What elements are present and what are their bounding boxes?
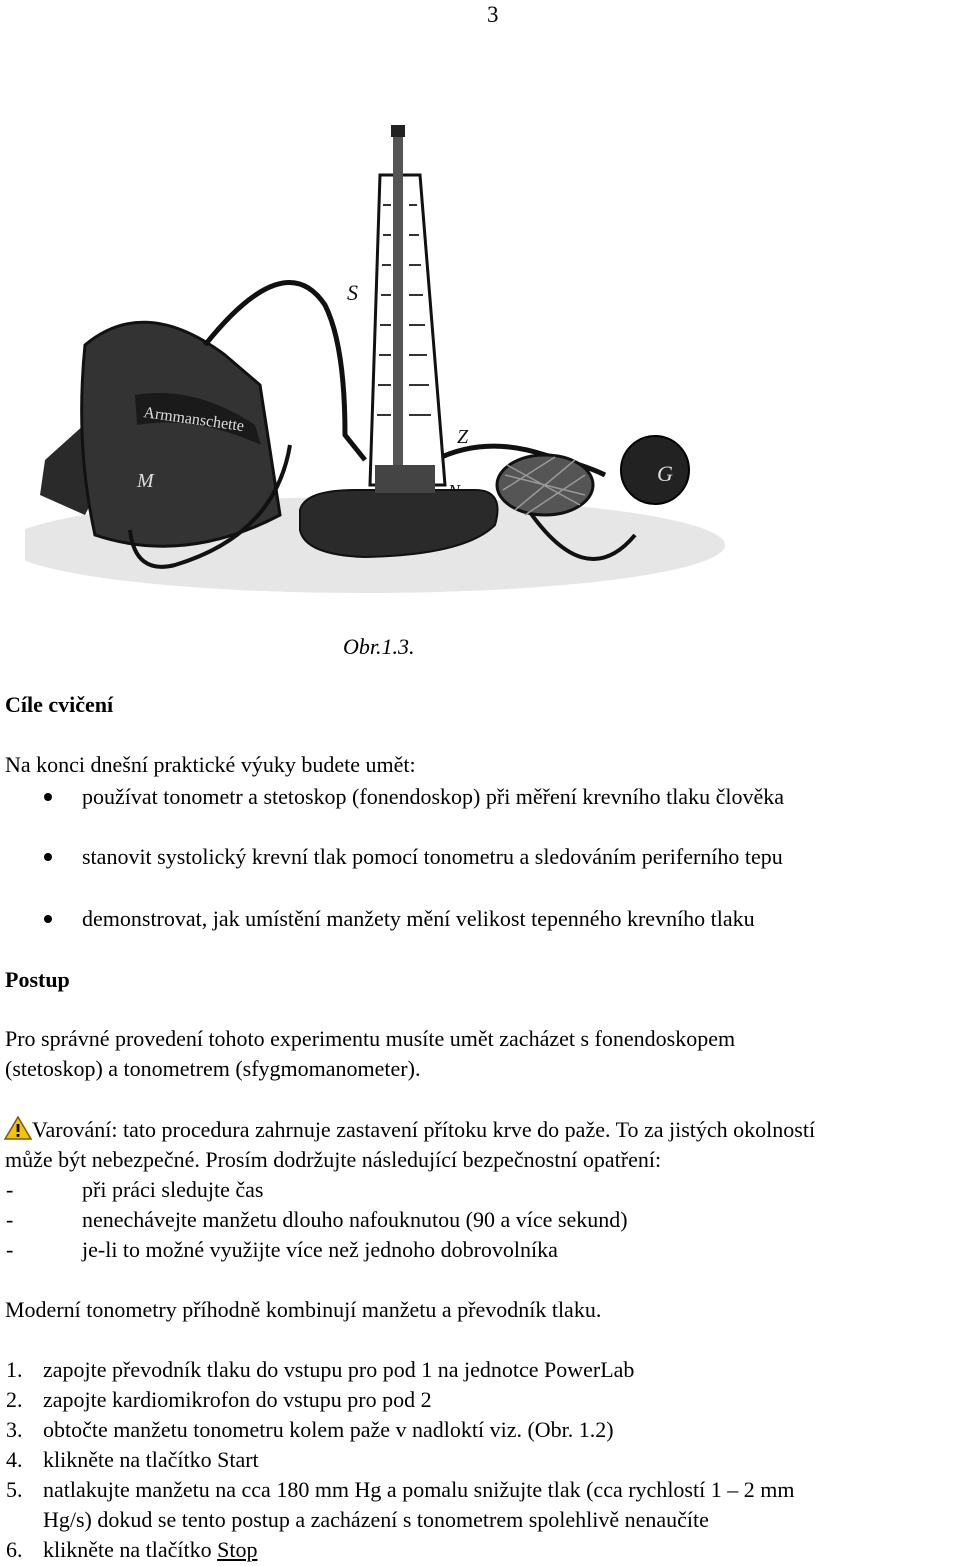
cuff-text: Armmanschette [142, 404, 246, 436]
goals-intro: Na konci dnešní praktické výuky budete umět: [5, 752, 416, 777]
list-item: používat tonometr a stetoskop (fonendoskop) při měření krevního tlaku člověka [82, 782, 784, 812]
label-g: G [657, 461, 673, 486]
stop-link[interactable]: Stop [217, 1537, 258, 1562]
sphygmomanometer-illustration [25, 125, 725, 595]
procedure-heading: Postup [5, 967, 70, 992]
figure-caption: Obr.1.3. [343, 634, 415, 659]
list-item: stanovit systolický krevní tlak pomocí tonometru a sledováním periferního tepu [82, 842, 783, 872]
warning-text-line2: může být nebezpečné. Prosím dodržujte následující bezpečnostní opatření: [5, 1147, 662, 1172]
mercury-tube [393, 130, 403, 490]
tube-cap [391, 125, 405, 137]
procedure-paragraph-line1: Pro správné provedení tohoto experimentu musíte umět zacházet s fonendoskopem [5, 1026, 736, 1051]
procedure-paragraph-line2: (stetoskop) a tonometrem (sfygmomanometer). [5, 1056, 421, 1081]
list-item: demonstrovat, jak umístění manžety mění velikost tepenného krevního tlaku [82, 904, 755, 934]
reservoir [375, 465, 435, 493]
modern-tonometers-note: Moderní tonometry příhodně kombinují manžetu a převodník tlaku. [5, 1297, 602, 1322]
label-s: S [347, 280, 358, 305]
mercury-column [370, 175, 445, 485]
pump-bulb [621, 436, 689, 504]
label-m: M [137, 470, 154, 492]
page-number: 3 [487, 2, 499, 27]
warning-text-line1: Varování: tato procedura zahrnuje zastavení přítoku krve do paže. To za jistých okolností [32, 1117, 816, 1142]
label-z: Z [457, 426, 469, 448]
warning-icon [4, 1116, 32, 1140]
goals-heading: Cíle cvičení [5, 692, 114, 717]
